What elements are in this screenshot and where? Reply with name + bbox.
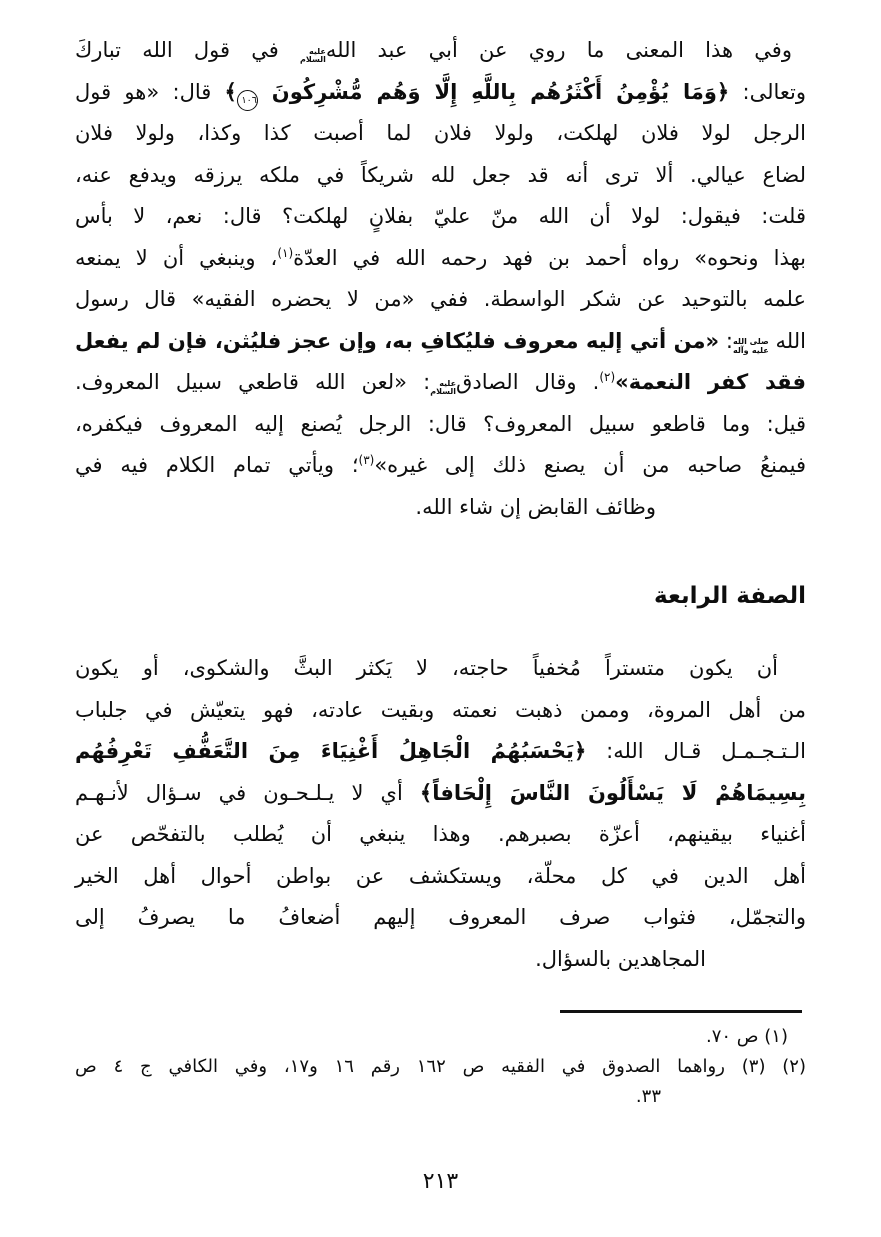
text-line	[75, 690, 806, 732]
footnote-marker: (٢)	[599, 370, 616, 384]
text-run: (٢) (٣) رواهما الصدوق في الفقيه ص ١٦٢ رقم ١٦ و١٧، وفي الكافي ج ٤ ص	[75, 1056, 806, 1077]
text-run: في قول الله تباركَ	[75, 38, 301, 62]
text-line	[75, 155, 806, 197]
text-line	[75, 814, 806, 856]
text-run: قيل: وما قاطعو سبيل المعروف؟ قال: الرجل يُصنع إليه المعروف فيكفره،	[75, 411, 806, 436]
text-run: أغنياء بيقينهم، أعزّة بصبرهم. وهذا ينبغي أن يُطلب بالتفحّص عن	[75, 822, 806, 846]
ayah-number-medallion: ١٠٦	[237, 90, 258, 111]
text-line	[75, 731, 806, 773]
quran-verse-text: ﴾	[224, 79, 237, 104]
text-run: لضاع عيالي. ألا ترى أنه قد جعل لله شريكاً في ملكه يرزقه ويدفع عنه،	[75, 162, 806, 187]
text-run: أهل الدين في كل محلّة، ويستكشف عن بواطن أحوال أهل الخير	[75, 863, 806, 888]
footnote-marker: (١)	[277, 245, 294, 260]
text-run: علمه بالتوحيد عن شكر الواسطة. ففي «من لا يحضره الفقيه» قال رسول	[75, 287, 806, 311]
text-line	[75, 939, 806, 981]
text-line	[75, 238, 806, 280]
text-run: الرجل لولا فلان لهلكت، ولولا فلان لما أصبت كذا وكذا، ولولا فلان	[75, 121, 806, 145]
text-line	[75, 279, 806, 321]
text-run: وظائف القابض إن شاء الله.	[415, 494, 656, 519]
text-run: ، وينبغي أن لا يمنعه	[75, 245, 278, 270]
text-line	[75, 1082, 806, 1112]
text-line	[75, 321, 806, 363]
text-run: من أهل المروة، وممن ذهبت نعمته وبقيت عادته، فهو يتعيّش في جلباب	[75, 697, 806, 722]
text-line	[75, 1022, 806, 1052]
text-run: والتجمّل، فثواب صرف المعروف إليهم أضعافُ ما يصرفُ إلى	[75, 905, 806, 929]
text-line	[75, 648, 806, 690]
text-line	[75, 773, 806, 815]
text-run: ٣٣.	[635, 1086, 661, 1107]
text-run: (١) ص ٧٠.	[705, 1026, 788, 1047]
text-run: فيمنعُ صاحبه من أن يصنع ذلك إلى غيره»	[374, 453, 806, 477]
text-run: . وقال الصادق	[456, 370, 600, 394]
text-line	[75, 897, 806, 939]
text-run: بهذا ونحوه» رواه أحمد بن فهد رحمه الله في العدّة	[293, 245, 806, 270]
paragraph-2	[75, 648, 806, 980]
quran-verse-text: ﴿وَمَا يُؤْمِنُ أَكْثَرُهُم بِاللَّهِ إِلَّا وَهُم مُّشْرِكُونَ	[257, 79, 730, 104]
text-line	[75, 445, 806, 487]
text-run: قلت: فيقول: لولا أن الله منّ عليّ بفلانٍ لهلكت؟ قال: نعم، لا بأس	[75, 204, 806, 228]
quran-verse-text: ﴿يَحْسَبُهُمُ الْجَاهِلُ أَغْنِيَاءَ مِنَ التَّعَفُّفِ تَعْرِفُهُم	[75, 739, 587, 763]
paragraph-1	[75, 30, 806, 528]
hadith-bold-text: فقد كفر النعمة»	[615, 370, 806, 394]
text-run: ؛ ويأتي تمام الكلام فيه في	[75, 453, 359, 477]
honorific-mark: عليه السلام	[430, 378, 457, 396]
text-run: أن يكون متستراً مُخفياً حاجته، لا يَكثر البثَّ والشكوى، أو يكون	[75, 656, 778, 680]
text-line	[75, 856, 806, 898]
text-line	[75, 1052, 806, 1082]
hadith-bold-text: «من أتي إليه معروف فليُكافِ به، وإن عجز فليُثن، فإن لم يفعل	[75, 328, 720, 353]
text-line	[75, 404, 806, 446]
text-run: أي لا يـلـحـون في سـؤال لأنـهـم	[75, 780, 420, 805]
text-run: :	[719, 328, 733, 353]
text-run: قال: «هو قول	[75, 79, 225, 104]
text-line	[75, 72, 806, 114]
quran-verse-text: بِسِيمَاهُمْ لَا يَسْأَلُونَ النَّاسَ إِلْحَافاً﴾	[419, 780, 806, 805]
section-heading: الصفة الرابعة	[654, 583, 806, 609]
text-line	[75, 487, 806, 529]
honorific-mark: صلى الله عليه وآله	[732, 337, 769, 355]
footnote-separator	[560, 1010, 802, 1013]
text-run: الـتـجـمـل قـال الله:	[586, 739, 806, 763]
text-run: وتعالى:	[729, 79, 806, 104]
text-line	[75, 30, 806, 72]
text-line	[75, 113, 806, 155]
footnote-marker: (٣)	[358, 453, 375, 467]
honorific-mark: عليه السلام	[300, 46, 326, 64]
text-run: : «لعن الله قاطعي سبيل المعروف.	[75, 370, 431, 394]
text-run: وفي هذا المعنى ما روي عن أبي عبد الله	[325, 38, 792, 62]
page-number: ٢١٣	[422, 1169, 459, 1194]
text-line	[75, 196, 806, 238]
footnotes	[75, 1022, 806, 1112]
text-line	[75, 362, 806, 404]
text-run: الله	[768, 328, 806, 353]
text-run: المجاهدين بالسؤال.	[535, 946, 706, 971]
